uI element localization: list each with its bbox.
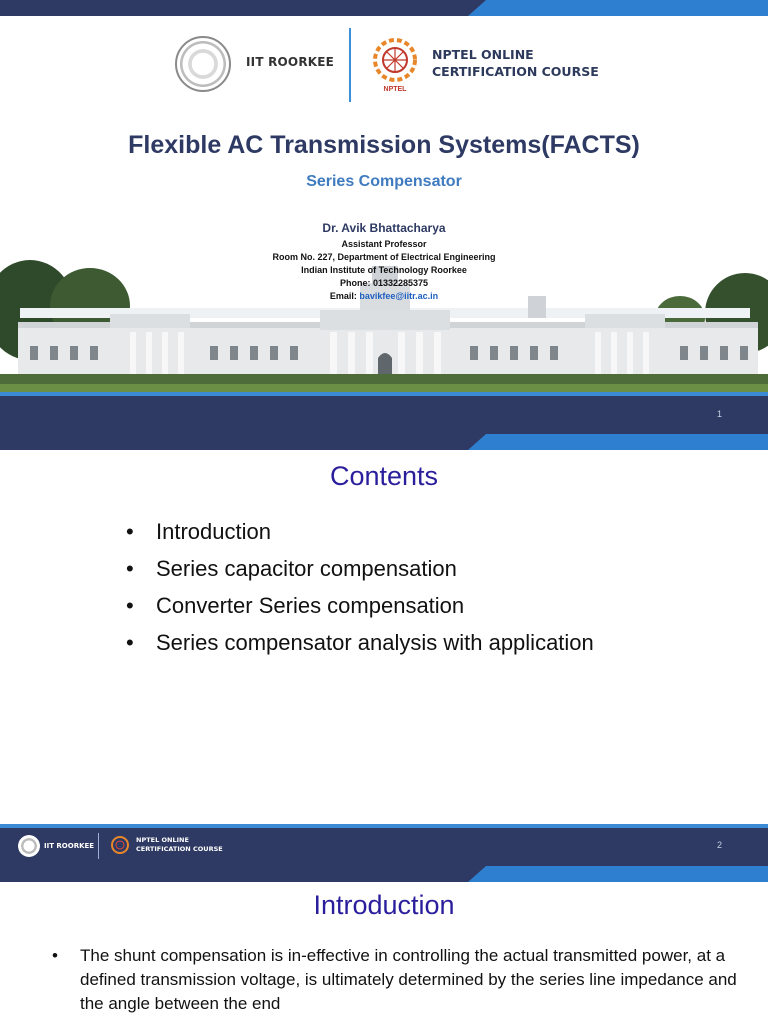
top-bar-accent <box>468 434 768 450</box>
slide-title: Introduction <box>313 890 455 920</box>
author-institute: Indian Institute of Technology Roorkee <box>301 265 467 275</box>
footer-stripe <box>0 824 768 828</box>
iit-roorkee-label: IIT ROORKEE <box>246 55 335 69</box>
contents-list <box>124 517 594 665</box>
list-item: • Converter Series compensation <box>124 591 594 628</box>
nptel-badge-text: NPTEL <box>383 86 407 93</box>
nptel-logo-icon <box>370 36 420 94</box>
author-room: Room No. 227, Department of Electrical Engineering <box>272 252 496 262</box>
slide-title: Flexible AC Transmission Systems(FACTS) <box>128 131 640 159</box>
title-slide <box>0 0 768 450</box>
nptel-line-1: NPTEL ONLINE <box>432 47 534 62</box>
iit-roorkee-seal-icon <box>18 835 40 857</box>
email-link[interactable]: bavikfee@iitr.ac.in <box>359 291 439 301</box>
footer-stripe <box>0 392 768 396</box>
footer-nptel-line-1: NPTEL ONLINE <box>136 836 189 844</box>
author-designation: Assistant Professor <box>341 239 427 249</box>
page-number: 1 <box>716 409 722 419</box>
bullet-paragraph <box>50 944 740 1016</box>
footer-divider <box>98 833 99 859</box>
author-email <box>0 290 768 303</box>
contents-slide <box>0 434 768 882</box>
author-name: Dr. Avik Bhattacharya <box>322 221 446 235</box>
logo-divider <box>349 28 351 102</box>
author-details <box>0 238 768 303</box>
phone-label: Phone: <box>339 278 373 288</box>
phone-value: 01332285375 <box>372 278 429 288</box>
footer-nptel-line-2: CERTIFICATION COURSE <box>136 845 223 853</box>
nptel-course-label <box>432 46 599 80</box>
top-bar-accent <box>468 866 768 882</box>
email-label: Email: <box>329 291 360 301</box>
list-item: • Series capacitor compensation <box>124 554 594 591</box>
iit-roorkee-seal-icon <box>175 36 231 92</box>
nptel-logo-icon <box>110 835 130 857</box>
top-bar <box>0 866 768 882</box>
slide-subtitle: Series Compensator <box>306 173 462 190</box>
page-number: 2 <box>716 840 722 850</box>
paragraph-text: The shunt compensation is in-effective in controlling the actual transmitted power, at a defined transmission voltage, is ultimately determined by the series line impedance and the angle between the end <box>80 946 737 1013</box>
logo-row <box>0 28 768 108</box>
author-phone <box>0 277 768 290</box>
list-item: • Introduction <box>124 517 594 554</box>
top-bar <box>0 434 768 450</box>
slide-title: Contents <box>329 461 439 491</box>
list-item: • Series compensator analysis with application <box>124 628 594 665</box>
nptel-line-2: CERTIFICATION COURSE <box>432 64 599 79</box>
top-bar-accent <box>468 0 768 16</box>
introduction-slide <box>0 866 768 1024</box>
bullet-dot-icon: • <box>52 946 58 965</box>
top-bar <box>0 0 768 16</box>
footer-nptel-label <box>136 836 223 854</box>
footer-iit-label: IIT ROORKEE <box>44 842 95 850</box>
